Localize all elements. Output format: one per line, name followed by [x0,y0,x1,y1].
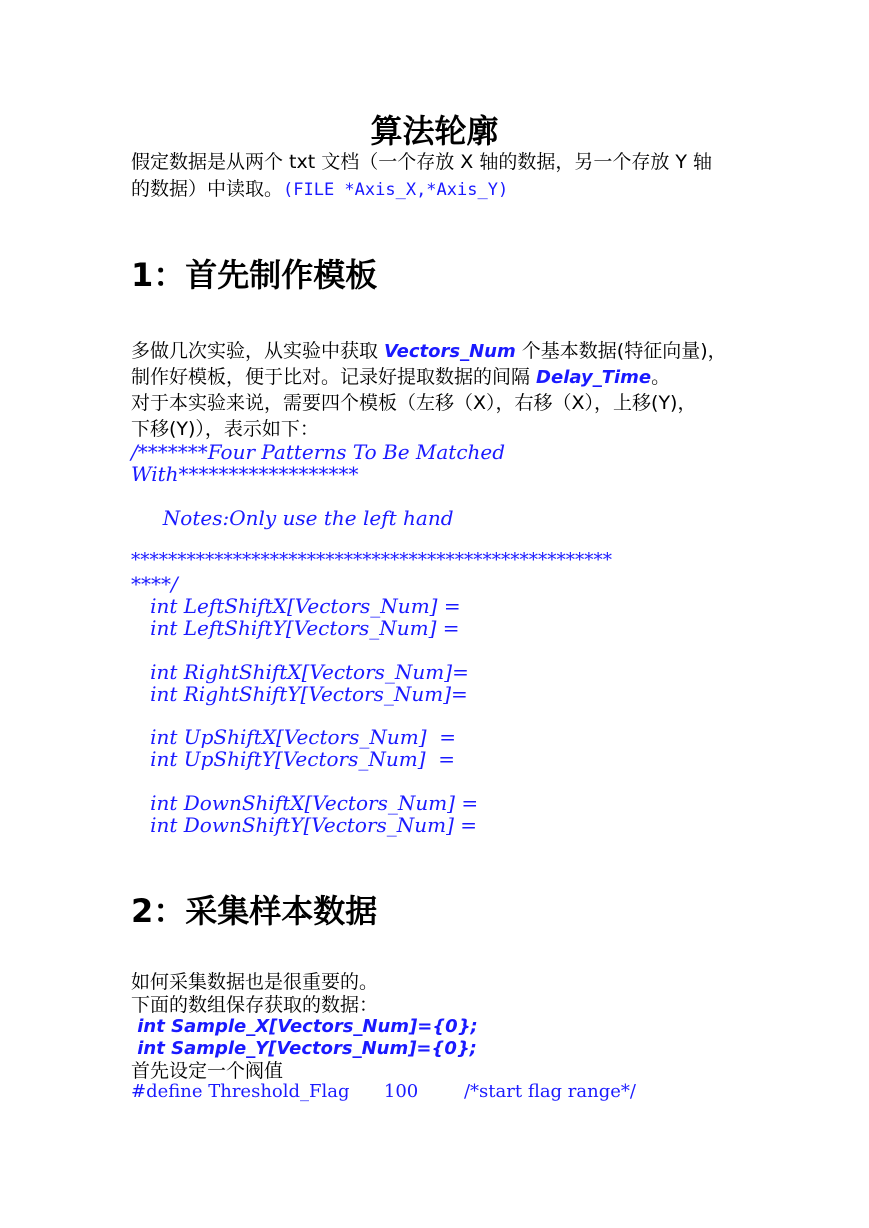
vectors-num-var: Vectors_Num [384,341,516,362]
code-down-y: int DownShiftY[Vectors_Num] = [131,813,478,837]
s1-para-4: 下移(Y)），表示如下： [131,418,319,440]
s1-p1-text-b: 个基本数据(特征向量)， [515,340,727,362]
code-down-x: int DownShiftX[Vectors_Num] = [131,791,479,815]
code-comment-line-1: /*******Four Patterns To Be Matched [131,440,506,464]
code-right-x: int RightShiftX[Vectors_Num]= [131,660,469,684]
s1-para-3: 对于本实验来说，需要四个模板（左移（X），右移（X），上移(Y)， [131,392,697,414]
s2-para-2: 下面的数组保存获取的数据： [131,994,379,1016]
code-sample-y: int Sample_Y[Vectors_Num]={0}; [131,1038,477,1059]
intro-line-1: 假定数据是从两个 txt 文档（一个存放 X 轴的数据，另一个存放 Y 轴 [131,151,713,173]
code-comment-line-2: With****************** [131,462,359,486]
code-comment-stars: **************************************************** [131,550,612,571]
s1-p2-text-b: 。 [651,366,671,388]
code-sample-x: int Sample_X[Vectors_Num]={0}; [131,1016,478,1037]
code-up-x: int UpShiftX[Vectors_Num] = [131,725,457,749]
s1-para-1 [131,338,727,365]
code-define-threshold: #define Threshold_Flag 100 /*start flag range*/ [131,1081,636,1102]
code-left-x: int LeftShiftX[Vectors_Num] = [131,594,461,618]
s1-p1-text-a: 多做几次实验，从实验中获取 [131,340,385,362]
s2-para-3: 首先设定一个阀值 [131,1060,284,1082]
code-left-y: int LeftShiftY[Vectors_Num] = [131,616,460,640]
intro-line-2 [131,176,508,203]
code-comment-end: ****/ [131,572,178,596]
section-2-heading: 2：采集样本数据 [131,892,378,930]
page-title: 算法轮廓 [370,112,499,150]
section-1-heading: 1：首先制作模板 [131,256,378,294]
s2-para-1: 如何采集数据也是很重要的。 [131,971,379,993]
code-up-y: int UpShiftY[Vectors_Num] = [131,747,455,771]
s1-para-2 [131,364,670,391]
intro-file-vars: (FILE *Axis_X,*Axis_Y) [283,180,509,200]
intro-text: 的数据）中读取。 [131,178,284,200]
s1-p2-text-a: 制作好模板，便于比对。记录好提取数据的间隔 [131,366,537,388]
code-comment-notes: Notes:Only use the left hand [131,506,454,530]
delay-time-var: Delay_Time [536,367,652,388]
code-right-y: int RightShiftY[Vectors_Num]= [131,682,468,706]
